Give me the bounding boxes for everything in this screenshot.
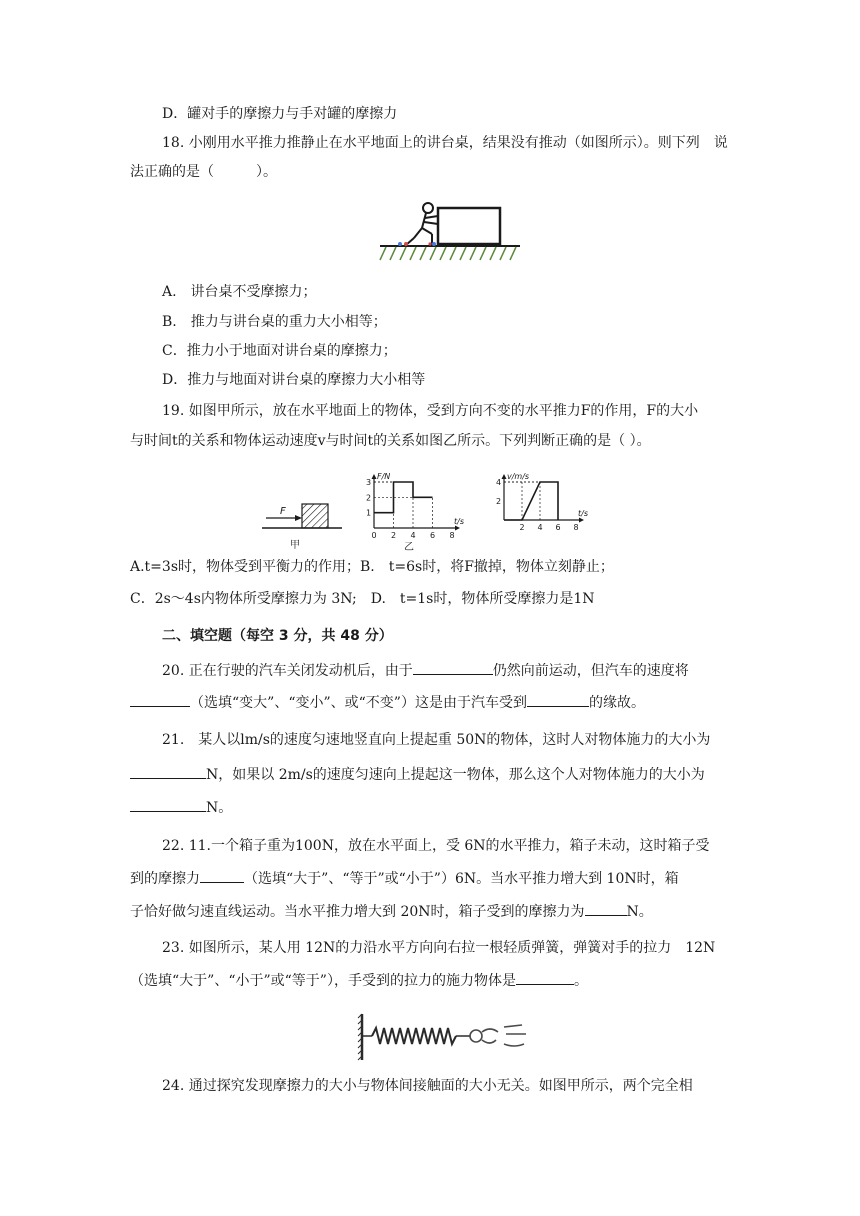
q20-text-4: 的缘故。 xyxy=(588,695,645,711)
figure-label-yi: 乙 xyxy=(404,542,414,552)
q18-option-d: D．推力与地面对讲台桌的摩擦力大小相等 xyxy=(162,372,426,388)
q22-text-3: （选填“大于”、“等于”或“小于”）6N。当水平推力增大到 10N时，箱 xyxy=(244,871,679,887)
q22-blank-2[interactable] xyxy=(585,901,627,916)
ft-chart-x-tick-label: 4 xyxy=(410,531,416,540)
q20-blank-1[interactable] xyxy=(413,660,493,675)
vt-chart-x-arrow xyxy=(579,518,584,523)
ft-chart-x-tick-label: 6 xyxy=(430,531,436,540)
q21-blank-2[interactable] xyxy=(130,797,206,812)
q21-line-1: 21. 某人以lm/s的速度匀速地竖直向上提起重 50N的物体，这时人对物体施力的大小为 xyxy=(162,732,711,748)
vt-chart-x-tick-label: 4 xyxy=(537,523,543,532)
vt-chart-x-tick-label: 6 xyxy=(555,523,561,532)
q19-figure-jia xyxy=(260,494,344,556)
q18-option-c: C．推力小于地面对讲台桌的摩擦力； xyxy=(162,343,397,359)
q19-stem-line-2: 与时间t的关系和物体运动速度v与时间t的关系如图乙所示。下列判断正确的是（ ）。 xyxy=(130,433,651,449)
q22-line-3 xyxy=(130,901,653,922)
q19-options-ab: A.t=3s时，物体受到平衡力的作用；B. t=6s时，将F撤掉，物体立刻静止； xyxy=(130,559,614,575)
q20-blank-2[interactable] xyxy=(130,692,190,707)
ft-chart-x-tick-label: 8 xyxy=(449,531,455,540)
q18-stem-line-1: 18. 小刚用水平推力推静止在水平地面上的讲台桌，结果没有推动（如图所示）。则下列 说 xyxy=(162,135,728,151)
q23-line-1: 23. 如图所示，某人用 12N的力沿水平方向向右拉一根轻质弹簧，弹簧对手的拉力 12N xyxy=(162,940,716,956)
q20-text-3: （选填“变大”、“变小”、或“不变”）这是由于汽车受到 xyxy=(190,695,527,711)
q21-text-3: N。 xyxy=(206,800,233,816)
q22-line-1: 22. 11.一个箱子重为100N，放在水平面上，受 6N的水平推力，箱子未动，这时箱子受 xyxy=(162,838,710,854)
ft-chart-y-axis-label: F/N xyxy=(377,472,391,481)
q20-text-1: 20. 正在行驶的汽车关闭发动机后，由于 xyxy=(162,663,413,679)
vt-chart-y-axis-label: v/m/s xyxy=(507,472,530,481)
ft-chart-x-tick-label: 0 xyxy=(371,531,377,540)
q22-text-2: 到的摩擦力 xyxy=(130,871,200,887)
vt-chart-series-line xyxy=(504,482,558,520)
q23-figure-spring xyxy=(356,1010,532,1068)
q24-line-1: 24. 通过探究发现摩擦力的大小与物体间接触面的大小无关。如图甲所示，两个完全相 xyxy=(162,1078,693,1094)
q23-text-2: （选填“大于”、“小于”或“等于”），手受到的拉力的施力物体是 xyxy=(130,973,516,989)
vt-chart-y-tick-label: 4 xyxy=(496,478,502,487)
figure-label-jia: 甲 xyxy=(290,540,300,551)
q23-line-2 xyxy=(130,970,588,991)
vt-chart-y-arrow xyxy=(502,474,507,479)
vt-chart-x-tick-label: 2 xyxy=(519,523,525,532)
q18-figure-push-desk xyxy=(376,198,524,272)
ft-chart-y-tick-label: 1 xyxy=(366,508,372,518)
ft-chart-y-tick-label: 3 xyxy=(366,478,372,487)
q20-line-2 xyxy=(130,692,645,713)
q22-blank-1[interactable] xyxy=(200,868,244,883)
q18-option-a: A. 讲台桌不受摩擦力； xyxy=(162,284,317,300)
vt-chart-x-axis-label: t/s xyxy=(578,509,588,518)
q22-text-4: 子恰好做匀速直线运动。当水平推力增大到 20N时，箱子受到的摩擦力为 xyxy=(130,904,585,920)
force-label-f: F xyxy=(280,506,286,517)
q23-text-3: 。 xyxy=(573,973,588,989)
q21-blank-1[interactable] xyxy=(130,764,206,779)
q19-figure-yi-force-time xyxy=(360,466,470,556)
q23-blank-1[interactable] xyxy=(516,970,574,985)
ft-chart-x-tick-label: 2 xyxy=(391,531,397,540)
q21-line-2 xyxy=(130,764,705,785)
vt-chart-x-tick-label: 8 xyxy=(573,523,579,532)
ft-chart-y-tick-label: 2 xyxy=(366,493,372,503)
q20-text-2: 仍然向前运动，但汽车的速度将 xyxy=(492,663,689,679)
ft-chart-y-arrow xyxy=(372,474,377,479)
vt-chart-y-tick-label: 2 xyxy=(496,497,502,506)
q19-stem-line-1: 19. 如图甲所示，放在水平地面上的物体，受到方向不变的水平推力F的作用，F的大小 xyxy=(162,403,699,419)
q22-text-5: N。 xyxy=(626,904,653,920)
q19-options-cd: C．2s～4s内物体所受摩擦力为 3N; D. t=1s时，物体所受摩擦力是1N xyxy=(130,591,595,607)
section-2-title: 二、填空题（每空 3 分，共 48 分） xyxy=(162,628,393,644)
q20-blank-3[interactable] xyxy=(527,692,589,707)
q21-line-3 xyxy=(130,797,232,818)
q22-line-2 xyxy=(130,868,679,889)
ft-chart-x-axis-label: t/s xyxy=(454,517,464,526)
ft-chart-x-arrow xyxy=(455,526,460,531)
q19-figure-yi-velocity-time xyxy=(490,466,594,542)
q21-text-2: N，如果以 2m/s的速度匀速向上提起这一物体，那么这个人对物体施力的大小为 xyxy=(206,767,705,783)
q18-option-b: B. 推力与讲台桌的重力大小相等； xyxy=(162,314,387,330)
q18-stem-line-2: 法正确的是（ ）。 xyxy=(130,164,277,180)
q17-option-d: D．罐对手的摩擦力与手对罐的摩擦力 xyxy=(162,106,398,122)
q20-line-1 xyxy=(162,660,689,681)
